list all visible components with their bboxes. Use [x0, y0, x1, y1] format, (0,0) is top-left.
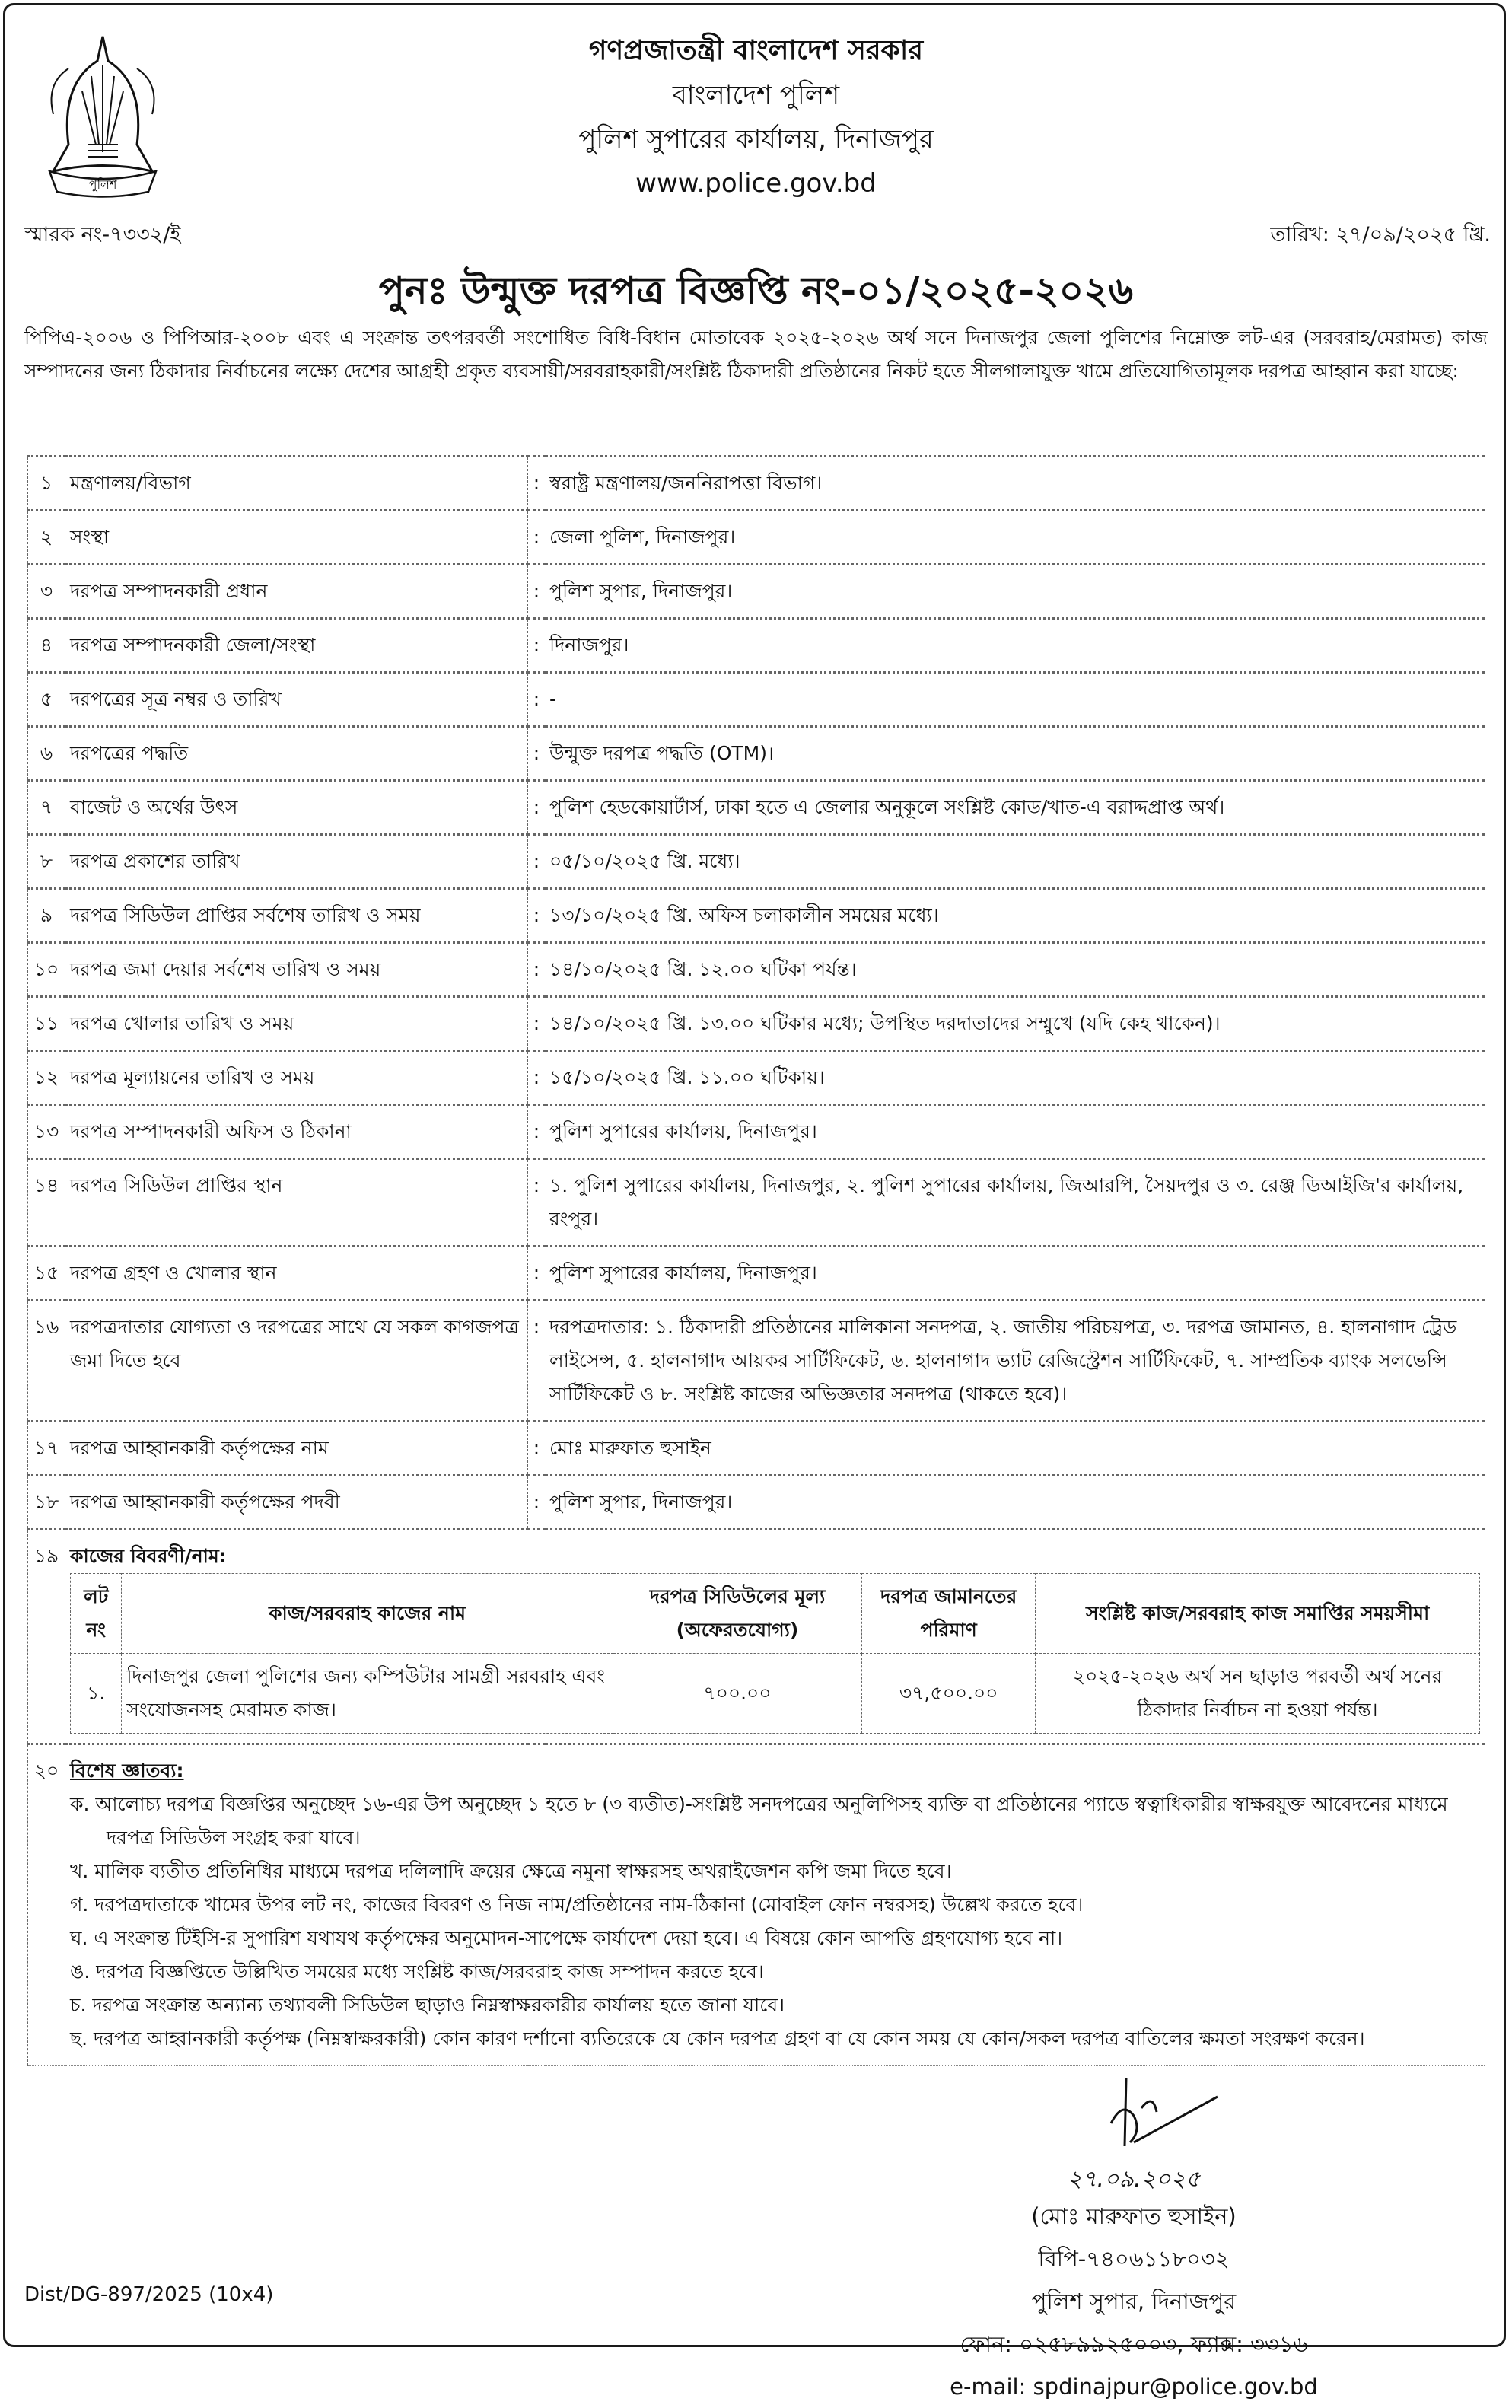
- work-table: [70, 1573, 1480, 1734]
- work-column-header: কাজ/সরবরাহ কাজের নাম: [122, 1574, 613, 1654]
- table-row: [28, 511, 1485, 565]
- row-label: দরপত্রের পদ্ধতি: [65, 727, 528, 781]
- notice-title: পুনঃ উন্মুক্ত দরপত্র বিজ্ঞপ্তি নং-০১/২০২৫-২০২৬: [378, 269, 1134, 313]
- table-row: [28, 619, 1485, 673]
- row-number: ১৭: [28, 1422, 65, 1476]
- row-label: সংস্থা: [65, 511, 528, 565]
- note-item: ঙ. দরপত্র বিজ্ঞপ্তিতে উল্লিখিত সময়ের মধ্যে সংশ্লিষ্ট কাজ/সরবরাহ কাজ সম্পাদন করতে হবে।: [70, 1960, 764, 1983]
- row-value: পুলিশ হেডকোয়ার্টার্স, ঢাকা হতে এ জেলার অনুকূলে সংশ্লিষ্ট কোড/খাত-এ বরাদ্দপ্রাপ্ত অর্থ।: [545, 781, 1485, 835]
- row-separator: :: [528, 781, 546, 835]
- distribution-code: Dist/DG-897/2025 (10x4): [24, 2283, 274, 2306]
- signature-scrawl-icon: [1020, 2070, 1248, 2161]
- row-separator: :: [528, 1051, 546, 1105]
- row-number: ৩: [28, 565, 65, 619]
- completion-deadline: ২০২৫-২০২৬ অর্থ সন ছাড়াও পরবর্তী অর্থ সনের ঠিকাদার নির্বাচন না হওয়া পর্যন্ত।: [1036, 1654, 1480, 1734]
- signature-date: ২৭.০৯.২০২৫: [1067, 2166, 1201, 2193]
- notes-section: [65, 1744, 1485, 2066]
- table-row: [28, 835, 1485, 889]
- contact-phone: ফোন: ০২৫৮৯৯২৫০০৩, ফ্যাক্স: ৩৩১৬: [960, 2331, 1308, 2357]
- row-value: ০৫/১০/২০২৫ খ্রি. মধ্যে।: [545, 835, 1485, 889]
- row-separator: :: [528, 619, 546, 673]
- row-value: পুলিশ সুপারের কার্যালয়, দিনাজপুর।: [545, 1105, 1485, 1159]
- work-column-header: দরপত্র জামানতের পরিমাণ: [862, 1574, 1036, 1654]
- note-item: ঘ. এ সংক্রান্ত টিইসি-র সুপারিশ যথাযথ কর্তৃপক্ষের অনুমোদন-সাপেক্ষে কার্যাদেশ দেয়া হবে। এ বিষয়ে কোন আপত্তি গ্রহণযোগ্য হবে না।: [70, 1927, 1063, 1949]
- work-column-header: লট নং: [71, 1574, 122, 1654]
- row-label: দরপত্র সম্পাদনকারী অফিস ও ঠিকানা: [65, 1105, 528, 1159]
- table-row: [28, 997, 1485, 1051]
- row-number: ৫: [28, 673, 65, 727]
- row-label: দরপত্র সিডিউল প্রাপ্তির সর্বশেষ তারিখ ও সময়: [65, 889, 528, 943]
- work-item-row: [71, 1654, 1480, 1734]
- row-separator: :: [528, 673, 546, 727]
- row-number: ১৫: [28, 1247, 65, 1301]
- table-row: [28, 781, 1485, 835]
- row-separator: :: [528, 1247, 546, 1301]
- table-row: [28, 727, 1485, 781]
- row-label: দরপত্র প্রকাশের তারিখ: [65, 835, 528, 889]
- row-value: ১৫/১০/২০২৫ খ্রি. ১১.০০ ঘটিকায়।: [545, 1051, 1485, 1105]
- row-separator: :: [528, 565, 546, 619]
- row-number: ১০: [28, 943, 65, 997]
- office-name: পুলিশ সুপারের কার্যালয়, দিনাজপুর: [578, 124, 934, 154]
- row-label: দরপত্র মূল্যায়নের তারিখ ও সময়: [65, 1051, 528, 1105]
- row-value: ১৩/১০/২০২৫ খ্রি. অফিস চলাকালীন সময়ের মধ্যে।: [545, 889, 1485, 943]
- row-number: ১২: [28, 1051, 65, 1105]
- table-row: [28, 943, 1485, 997]
- row-value: স্বরাষ্ট্র মন্ত্রণালয়/জননিরাপত্তা বিভাগ।: [545, 457, 1485, 511]
- note-item: গ. দরপত্রদাতাকে খামের উপর লট নং, কাজের বিবরণ ও নিজ নাম/প্রতিষ্ঠানের নাম-ঠিকানা (মোবাইল ফোন নম্বরসহ) উল্লেখ করতে হবে।: [70, 1894, 1084, 1916]
- row-number: ২০: [28, 1744, 65, 2066]
- row-label: দরপত্র গ্রহণ ও খোলার স্থান: [65, 1247, 528, 1301]
- row-separator: :: [528, 997, 546, 1051]
- row-number: ৬: [28, 727, 65, 781]
- note-item: চ. দরপত্র সংক্রান্ত অন্যান্য তথ্যাবলী সিডিউল ছাড়াও নিম্নস্বাক্ষরকারীর কার্যালয় হতে জানা যাবে।: [70, 1994, 785, 2016]
- signature-block: [936, 2070, 1332, 2408]
- row-label: দরপত্রের সূত্র নম্বর ও তারিখ: [65, 673, 528, 727]
- tender-info-table: [27, 455, 1485, 2066]
- memo-number: স্মারক নং-৭৩৩২/ই: [24, 223, 181, 247]
- row-separator: :: [528, 1105, 546, 1159]
- intro-paragraph: পিপিএ-২০০৬ ও পিপিআর-২০০৮ এবং এ সংক্রান্ত তৎপরবর্তী সংশোধিত বিধি-বিধান মোতাবেক ২০২৫-২০২৬ অর্থ সনে দিনাজপুর জেলা পুলিশের নিম্নোক্ত লট-এর (সরবরাহ/মেরামত) কাজ সম্পাদনের জন্য ঠিকাদার নির্বাচনের লক্ষ্যে দেশের আগ্রহী প্রকৃত ব্যবসায়ী/সরবরাহকারী/সংশ্লিষ্ট ঠিকাদারী প্রতিষ্ঠানের নিকট হতে সীলগালাযুক্ত খামে প্রতিযোগিতামূলক দরপত্র আহ্বান করা যাচ্ছে:: [24, 326, 1488, 382]
- schedule-price: ৭০০.০০: [613, 1654, 862, 1734]
- row-number: ৯: [28, 889, 65, 943]
- row-number: ১: [28, 457, 65, 511]
- svg-text:পুলিশ: পুলিশ: [88, 177, 117, 192]
- row-number: ৮: [28, 835, 65, 889]
- lot-number: ১.: [71, 1654, 122, 1734]
- row-separator: :: [528, 1476, 546, 1530]
- row-label: দরপত্র আহ্বানকারী কর্তৃপক্ষের নাম: [65, 1422, 528, 1476]
- row-number: ১৩: [28, 1105, 65, 1159]
- row-separator: :: [528, 727, 546, 781]
- row-separator: :: [528, 889, 546, 943]
- row-number: ৪: [28, 619, 65, 673]
- row-number: ৭: [28, 781, 65, 835]
- note-item: ছ. দরপত্র আহ্বানকারী কর্তৃপক্ষ (নিম্নস্বাক্ষরকারী) কোন কারণ দর্শানো ব্যতিরেকে যে কোন দরপত্র গ্রহণ বা যে কোন সময় যে কোন/সকল দরপত্র বাতিলের ক্ষমতা সংরক্ষণ করেন।: [70, 2027, 1365, 2050]
- row-separator: :: [528, 943, 546, 997]
- row-value: উন্মুক্ত দরপত্র পদ্ধতি (OTM)।: [545, 727, 1485, 781]
- row-value: পুলিশ সুপার, দিনাজপুর।: [545, 1476, 1485, 1530]
- row-label: দরপত্রদাতার যোগ্যতা ও দরপত্রের সাথে যে সকল কাগজপত্র জমা দিতে হবে: [65, 1301, 528, 1422]
- row-separator: :: [528, 1422, 546, 1476]
- row-label: দরপত্র সিডিউল প্রাপ্তির স্থান: [65, 1159, 528, 1247]
- row-value: পুলিশ সুপার, দিনাজপুর।: [545, 565, 1485, 619]
- note-item: ক. আলোচ্য দরপত্র বিজ্ঞপ্তির অনুচ্ছেদ ১৬-এর উপ অনুচ্ছেদ ১ হতে ৮ (৩ ব্যতীত)-সংশ্লিষ্ট সনদপত্রের অনুলিপিসহ ব্যক্তি বা প্রতিষ্ঠানের প্যাডে স্বত্বাধিকারীর স্বাক্ষরযুক্ত আবেদনের মাধ্যমে দরপত্র সিডিউল সংগ্রহ করা যাবে।: [70, 1793, 1448, 1849]
- row-number: ২: [28, 511, 65, 565]
- table-row: [28, 1051, 1485, 1105]
- work-column-header: দরপত্র সিডিউলের মূল্য (অফেরতযোগ্য): [613, 1574, 862, 1654]
- table-row: [28, 1247, 1485, 1301]
- row-value: দিনাজপুর।: [545, 619, 1485, 673]
- row-number: ১১: [28, 997, 65, 1051]
- row-separator: :: [528, 835, 546, 889]
- table-row: [28, 1422, 1485, 1476]
- row-number: ১৮: [28, 1476, 65, 1530]
- row-separator: :: [528, 457, 546, 511]
- row-number: ১৬: [28, 1301, 65, 1422]
- signer-bp-number: বিপি-৭৪০৬১১৮০৩২: [1038, 2246, 1230, 2272]
- signer-designation: পুলিশ সুপার, দিনাজপুর: [1031, 2289, 1237, 2314]
- row-label: দরপত্র জমা দেয়ার সর্বশেষ তারিখ ও সময়: [65, 943, 528, 997]
- notes-heading: বিশেষ জ্ঞাতব্য:: [70, 1760, 184, 1782]
- work-section: [65, 1530, 1485, 1744]
- row-number: ১৪: [28, 1159, 65, 1247]
- special-notes-row: [28, 1744, 1485, 2066]
- row-value: ১৪/১০/২০২৫ খ্রি. ১৩.০০ ঘটিকার মধ্যে; উপস্থিত দরদাতাদের সম্মুখে (যদি কেহ থাকেন)।: [545, 997, 1485, 1051]
- table-row: [28, 565, 1485, 619]
- government-name: গণপ্রজাতন্ত্রী বাংলাদেশ সরকার: [588, 35, 924, 66]
- table-row: [28, 457, 1485, 511]
- letterhead: [0, 29, 1512, 205]
- work-name: দিনাজপুর জেলা পুলিশের জন্য কম্পিউটার সামগ্রী সরবরাহ এবং সংযোজনসহ মেরামত কাজ।: [122, 1654, 613, 1734]
- table-row: [28, 889, 1485, 943]
- website-link[interactable]: www.police.gov.bd: [635, 168, 877, 199]
- note-item: খ. মালিক ব্যতীত প্রতিনিধির মাধ্যমে দরপত্র দলিলাদি ক্রয়ের ক্ষেত্রে নমুনা স্বাক্ষরসহ অথরাইজেশন কপি জমা দিতে হবে।: [70, 1860, 952, 1882]
- row-label: বাজেট ও অর্থের উৎস: [65, 781, 528, 835]
- row-label: দরপত্র সম্পাদনকারী প্রধান: [65, 565, 528, 619]
- row-value: ১. পুলিশ সুপারের কার্যালয়, দিনাজপুর, ২. পুলিশ সুপারের কার্যালয়, জিআরপি, সৈয়দপুর ও ৩. রেঞ্জ ডিআইজি'র কার্যালয়, রংপুর।: [545, 1159, 1485, 1247]
- row-separator: :: [528, 511, 546, 565]
- table-row: [28, 1301, 1485, 1422]
- row-value: -: [545, 673, 1485, 727]
- table-row: [28, 1476, 1485, 1530]
- signer-name: (মোঃ মারুফাত হুসাইন): [1031, 2203, 1237, 2229]
- row-value: মোঃ মারুফাত হুসাইন: [545, 1422, 1485, 1476]
- row-number: ১৯: [28, 1530, 65, 1744]
- issue-date: তারিখ: ২৭/০৯/২০২৫ খ্রি.: [1270, 223, 1491, 247]
- work-description-row: [28, 1530, 1485, 1744]
- row-value: দরপত্রদাতার: ১. ঠিকাদারী প্রতিষ্ঠানের মালিকানা সনদপত্র, ২. জাতীয় পরিচয়পত্র, ৩. দরপত্র জামানত, ৪. হালনাগাদ ট্রেড লাইসেন্স, ৫. হালনাগাদ আয়কর সার্টিফিকেট, ৬. হালনাগাদ ভ্যাট রেজিস্ট্রেশন সার্টিফিকেট, ৭. সাম্প্রতিক ব্যাংক সলভেন্সি সার্টিফিকেট ও ৮. সংশ্লিষ্ট কাজের অভিজ্ঞতার সনদপত্র (থাকতে হবে)।: [545, 1301, 1485, 1422]
- row-label: দরপত্র খোলার তারিখ ও সময়: [65, 997, 528, 1051]
- row-separator: :: [528, 1159, 546, 1247]
- row-value: পুলিশ সুপারের কার্যালয়, দিনাজপুর।: [545, 1247, 1485, 1301]
- work-heading: কাজের বিবরণী/নাম:: [70, 1545, 227, 1567]
- table-row: [28, 673, 1485, 727]
- table-row: [28, 1105, 1485, 1159]
- row-label: মন্ত্রণালয়/বিভাগ: [65, 457, 528, 511]
- work-column-header: সংশ্লিষ্ট কাজ/সরবরাহ কাজ সমাপ্তির সময়সীমা: [1036, 1574, 1480, 1654]
- department-name: বাংলাদেশ পুলিশ: [672, 80, 840, 110]
- row-label: দরপত্র সম্পাদনকারী জেলা/সংস্থা: [65, 619, 528, 673]
- table-row: [28, 1159, 1485, 1247]
- contact-email[interactable]: e-mail: spdinajpur@police.gov.bd: [950, 2374, 1318, 2400]
- row-value: জেলা পুলিশ, দিনাজপুর।: [545, 511, 1485, 565]
- row-value: ১৪/১০/২০২৫ খ্রি. ১২.০০ ঘটিকা পর্যন্ত।: [545, 943, 1485, 997]
- security-amount: ৩৭,৫০০.০০: [862, 1654, 1036, 1734]
- row-separator: :: [528, 1301, 546, 1422]
- row-label: দরপত্র আহ্বানকারী কর্তৃপক্ষের পদবী: [65, 1476, 528, 1530]
